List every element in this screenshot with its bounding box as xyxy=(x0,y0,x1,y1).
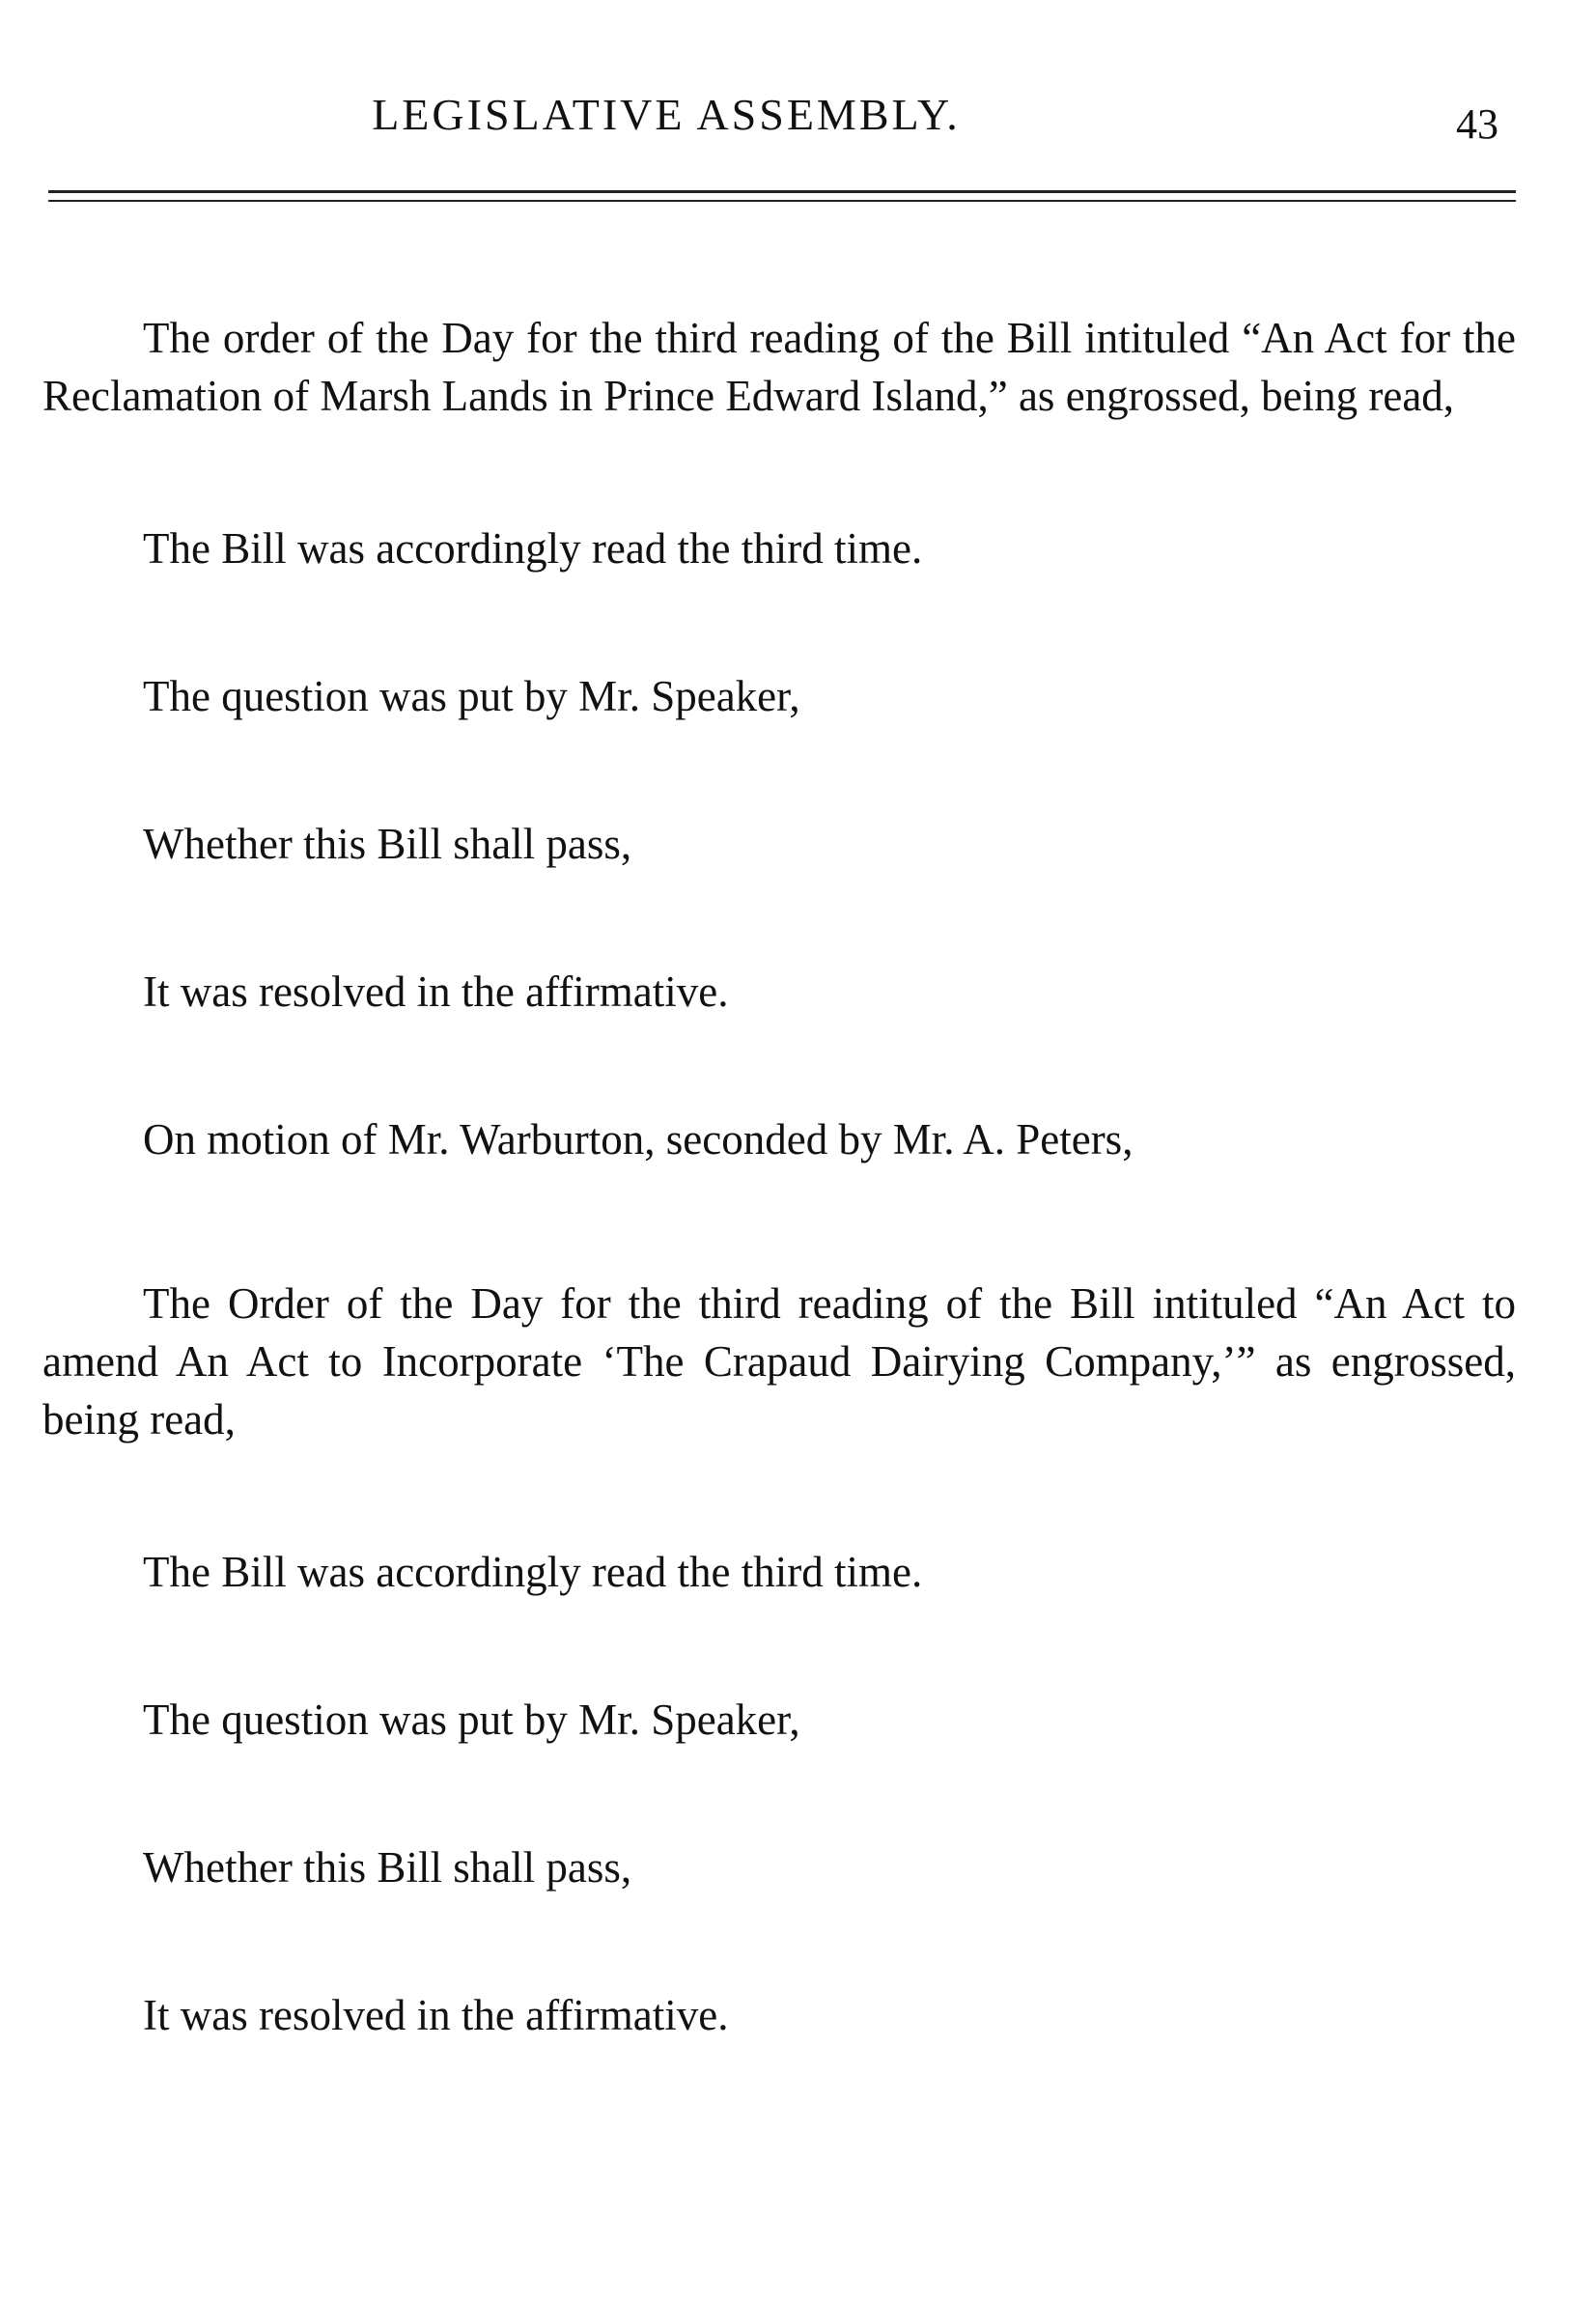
page-number: 43 xyxy=(1456,100,1498,148)
page-title: LEGISLATIVE ASSEMBLY. xyxy=(372,90,961,139)
paragraph: The order of the Day for the third reading of the Bill intituled “An Act for the Reclamation of Marsh Lands in Prince Edward Island,” as engrossed, being read, xyxy=(42,314,1516,420)
paragraph: Whether this Bill shall pass, xyxy=(143,1843,632,1892)
body-text xyxy=(42,309,1516,2044)
paragraph: The question was put by Mr. Speaker, xyxy=(143,672,800,720)
header-rule-bottom xyxy=(48,200,1516,202)
paragraph: Whether this Bill shall pass, xyxy=(143,820,632,868)
paragraph: On motion of Mr. Warburton, seconded by Mr. A. Peters, xyxy=(143,1115,1134,1164)
paragraph: The Order of the Day for the third reading of the Bill intituled “An Act to amend An Act to Incorporate ‘The Crapaud Dairying Company,’” as engrossed, being read, xyxy=(42,1279,1516,1444)
running-head xyxy=(0,81,1596,149)
header-rule-top xyxy=(48,190,1516,193)
paragraph: It was resolved in the affirmative. xyxy=(143,1991,729,2039)
paragraph: It was resolved in the affirmative. xyxy=(143,967,729,1016)
paragraph: The question was put by Mr. Speaker, xyxy=(143,1696,800,1744)
paragraph: The Bill was accordingly read the third time. xyxy=(143,1548,923,1596)
paragraph: The Bill was accordingly read the third time. xyxy=(143,524,923,573)
